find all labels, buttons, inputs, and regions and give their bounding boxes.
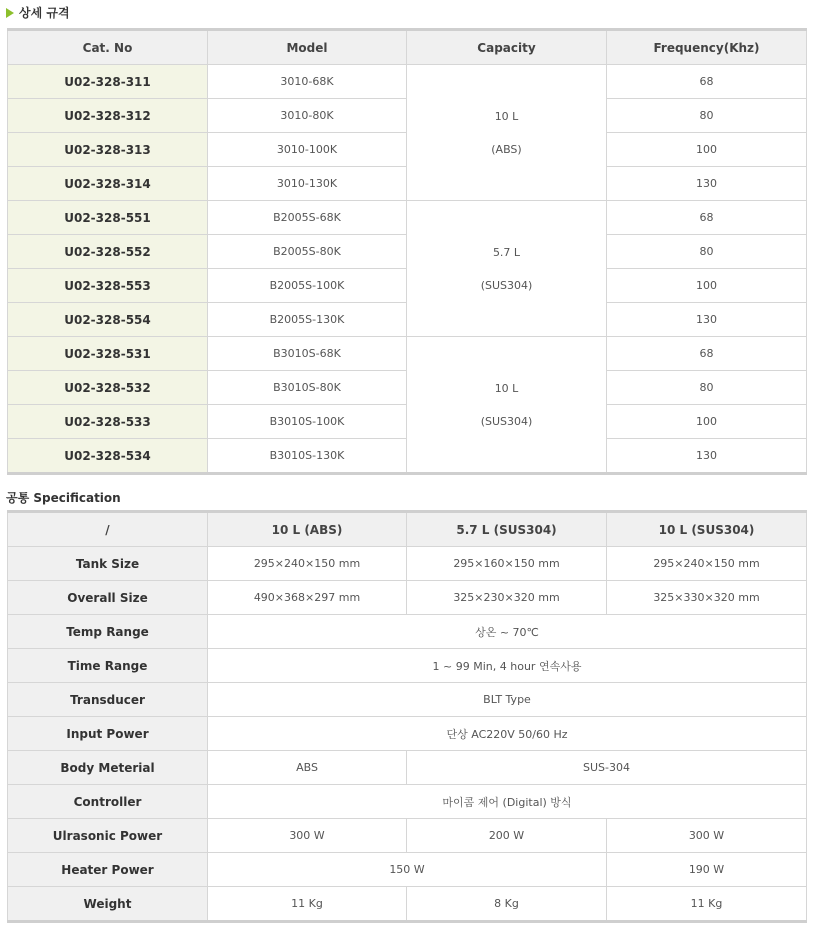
capacity-line2: (SUS304) (480, 278, 533, 292)
capacity-cell (407, 337, 607, 474)
header-capacity: Capacity (407, 30, 607, 65)
cell-value: 11 Kg (607, 887, 807, 922)
cat-no: U02-328-313 (8, 133, 208, 167)
cell-value: 상온 ~ 70℃ (208, 615, 807, 649)
cell-value: 마이콤 제어 (Digital) 방식 (208, 785, 807, 819)
frequency: 68 (607, 65, 807, 99)
cat-no: U02-328-554 (8, 303, 208, 337)
cat-no: U02-328-533 (8, 405, 208, 439)
cat-no: U02-328-553 (8, 269, 208, 303)
cat-no: U02-328-314 (8, 167, 208, 201)
row-label: Time Range (8, 649, 208, 683)
model: 3010-68K (208, 65, 407, 99)
row-label: Weight (8, 887, 208, 922)
table-row (8, 819, 807, 853)
row-label: Tank Size (8, 547, 208, 581)
frequency: 130 (607, 439, 807, 474)
section-title-details-text: 상세 규격 (19, 6, 70, 20)
frequency: 130 (607, 167, 807, 201)
table-header-row (8, 512, 807, 547)
model: B3010S-68K (208, 337, 407, 371)
row-label: Input Power (8, 717, 208, 751)
model: B3010S-80K (208, 371, 407, 405)
row-label: Body Meterial (8, 751, 208, 785)
header-10l-sus304: 10 L (SUS304) (607, 512, 807, 547)
cell-value: SUS-304 (407, 751, 807, 785)
header-5-7l-sus304: 5.7 L (SUS304) (407, 512, 607, 547)
table-row (8, 649, 807, 683)
common-spec-table (7, 510, 807, 923)
table-row (8, 547, 807, 581)
table-row (8, 717, 807, 751)
table-row (8, 65, 807, 99)
model: B3010S-100K (208, 405, 407, 439)
cell-value: 200 W (407, 819, 607, 853)
cell-value: 325×330×320 mm (607, 581, 807, 615)
table-row (8, 337, 807, 371)
cell-value: BLT Type (208, 683, 807, 717)
cell-value: ABS (208, 751, 407, 785)
triangle-bullet-icon (6, 8, 14, 18)
cell-value: 150 W (208, 853, 607, 887)
row-label: Controller (8, 785, 208, 819)
model: 3010-80K (208, 99, 407, 133)
capacity-line2: (SUS304) (480, 414, 533, 428)
cell-value: 295×160×150 mm (407, 547, 607, 581)
capacity-line1: 10 L (494, 109, 519, 123)
frequency: 80 (607, 235, 807, 269)
capacity-line1: 10 L (494, 381, 519, 395)
cell-value: 300 W (208, 819, 407, 853)
model: 3010-100K (208, 133, 407, 167)
cat-no: U02-328-312 (8, 99, 208, 133)
frequency: 100 (607, 269, 807, 303)
model: B3010S-130K (208, 439, 407, 474)
header-frequency: Frequency(Khz) (607, 30, 807, 65)
row-label: Overall Size (8, 581, 208, 615)
cell-value: 11 Kg (208, 887, 407, 922)
section-title-common-spec (6, 489, 121, 506)
cat-no: U02-328-532 (8, 371, 208, 405)
section-title-common-spec-text: 공통 Specification (6, 491, 121, 505)
cell-value: 325×230×320 mm (407, 581, 607, 615)
row-label: Transducer (8, 683, 208, 717)
cat-no: U02-328-552 (8, 235, 208, 269)
cell-value: 295×240×150 mm (607, 547, 807, 581)
row-label: Ulrasonic Power (8, 819, 208, 853)
frequency: 80 (607, 371, 807, 405)
capacity-line2: (ABS) (491, 142, 522, 156)
model: 3010-130K (208, 167, 407, 201)
row-label: Heater Power (8, 853, 208, 887)
cat-no: U02-328-551 (8, 201, 208, 235)
row-label: Temp Range (8, 615, 208, 649)
frequency: 68 (607, 201, 807, 235)
table-header-row (8, 30, 807, 65)
header-10l-abs: 10 L (ABS) (208, 512, 407, 547)
header-model: Model (208, 30, 407, 65)
detail-spec-table (7, 28, 807, 475)
table-row (8, 751, 807, 785)
cell-value: 8 Kg (407, 887, 607, 922)
frequency: 100 (607, 405, 807, 439)
capacity-cell (407, 201, 607, 337)
cell-value: 1 ~ 99 Min, 4 hour 연속사용 (208, 649, 807, 683)
table-row (8, 581, 807, 615)
capacity-line1: 5.7 L (492, 245, 521, 259)
frequency: 100 (607, 133, 807, 167)
table-row (8, 201, 807, 235)
cell-value: 190 W (607, 853, 807, 887)
cell-value: 490×368×297 mm (208, 581, 407, 615)
table-row (8, 683, 807, 717)
frequency: 68 (607, 337, 807, 371)
header-cat-no: Cat. No (8, 30, 208, 65)
model: B2005S-68K (208, 201, 407, 235)
cat-no: U02-328-534 (8, 439, 208, 474)
cell-value: 단상 AC220V 50/60 Hz (208, 717, 807, 751)
table-row (8, 785, 807, 819)
frequency: 80 (607, 99, 807, 133)
frequency: 130 (607, 303, 807, 337)
cell-value: 300 W (607, 819, 807, 853)
table-row (8, 887, 807, 922)
capacity-cell (407, 65, 607, 201)
model: B2005S-80K (208, 235, 407, 269)
cat-no: U02-328-311 (8, 65, 208, 99)
cat-no: U02-328-531 (8, 337, 208, 371)
model: B2005S-100K (208, 269, 407, 303)
cell-value: 295×240×150 mm (208, 547, 407, 581)
table-row (8, 615, 807, 649)
table-row (8, 853, 807, 887)
section-title-details (6, 4, 70, 21)
header-slash: / (8, 512, 208, 547)
model: B2005S-130K (208, 303, 407, 337)
